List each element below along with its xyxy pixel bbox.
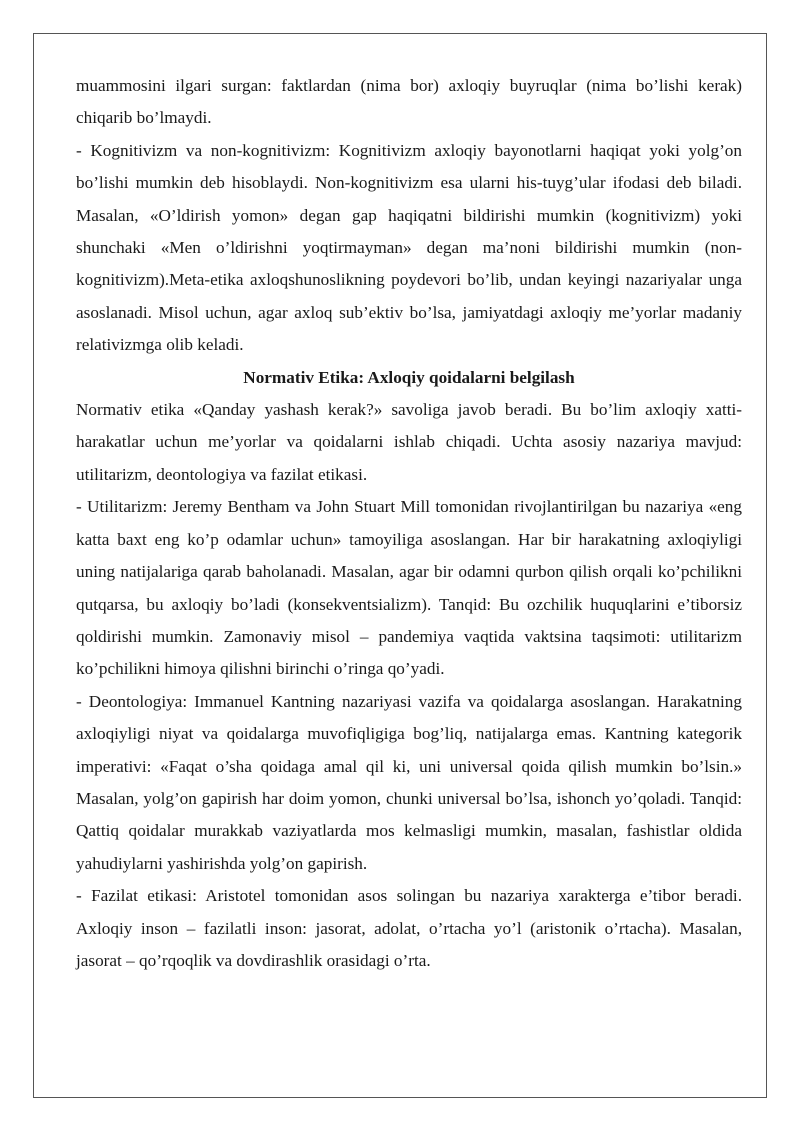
paragraph-cognitivism: - Kognitivizm va non-kognitivizm: Kognitivizm axloqiy bayonotlarni haqiqat yoki yolg’on bo’lishi mumkin deb hisoblaydi. Non-kognitivizm esa ularni his-tuyg’ular ifodasi deb biladi. Masalan, «O’ldirish yomon» degan gap haqiqatni bildirishi mumkin (kognitivizm) yoki shunchaki «Men o’ldirishni yoqtirmayman» degan ma’noni bildirishi mumkin (non-kognitivizm).Meta-etika axloqshunoslikning poydevori bo’lib, undan keyingi nazariyalar unga asoslanadi. Misol uchun, agar axloq sub’ektiv bo’lsa, jamiyatdagi axloqiy me’yorlar madaniy relativizmga olib keladi. — [76, 140, 742, 355]
paragraph-normative-intro: Normativ etika «Qanday yashash kerak?» savoliga javob beradi. Bu bo’lim axloqiy xatti-harakatlar uchun me’yorlar va qoidalarni ishlab chiqadi. Uchta asosiy nazariya mavjud: utilitarizm, deontologiya va fazilat etikasi. — [76, 400, 742, 484]
section-heading-normative-ethics: Normativ Etika: Axloqiy qoidalarni belgilash — [243, 367, 575, 387]
paragraph-deontology: - Deontologiya: Immanuel Kantning nazariyasi vazifa va qoidalarga asoslangan. Harakatning axloqiyligi niyat va qoidalarga muvofiqligiga bog’liq, natijalarga emas. Kantning kategorik imperativi: «Faqat o’sha qoidaga amal qil ki, uni universal qoida qilish mumkin bo’lsin.» Masalan, yolg’on gapirish har doim yomon, chunki universal bo’lsa, ishonch yo’qoladi. Tanqid: Qattiq qoidalar murakkab vaziyatlarda mos kelmasligi mumkin, masalan, fashistlar oldida yahudiylarni yashirishda yolg’on gapirish. — [76, 691, 742, 873]
paragraph-is-ought: muammosini ilgari surgan: faktlardan (nima bor) axloqiy buyruqlar (nima bo’lishi kerak) chiqarib bo’lmaydi. — [76, 76, 742, 128]
paragraph-utilitarianism: - Utilitarizm: Jeremy Bentham va John Stuart Mill tomonidan rivojlantirilgan bu nazariya «eng katta baxt eng ko’p odamlar uchun» tamoyiliga asoslangan. Har bir harakatning axloqiyligi uning natijalariga qarab baholanadi. Masalan, agar bir odamni qurbon qilish orqali ko’pchilikni qutqarsa, bu axloqiy bo’ladi (konsekventsializm). Tanqid: Bu ozchilik huquqlarini e’tiborsiz qoldirishi mumkin. Zamonaviy misol – pandemiya vaqtida vaktsina taqsimoti: utilitarizm ko’pchilikni himoya qilishni birinchi o’ringa qo’yadi. — [76, 497, 742, 679]
paragraph-virtue-ethics: - Fazilat etikasi: Aristotel tomonidan asos solingan bu nazariya xarakterga e’tibor beradi. Axloqiy inson – fazilatli inson: jasorat, adolat, o’rtacha yo’l (aristonik o’rtacha). Masalan, jasorat – qo’rqoqlik va dovdirashlik orasidagi o’rta. — [76, 886, 742, 970]
document-body — [76, 70, 742, 977]
